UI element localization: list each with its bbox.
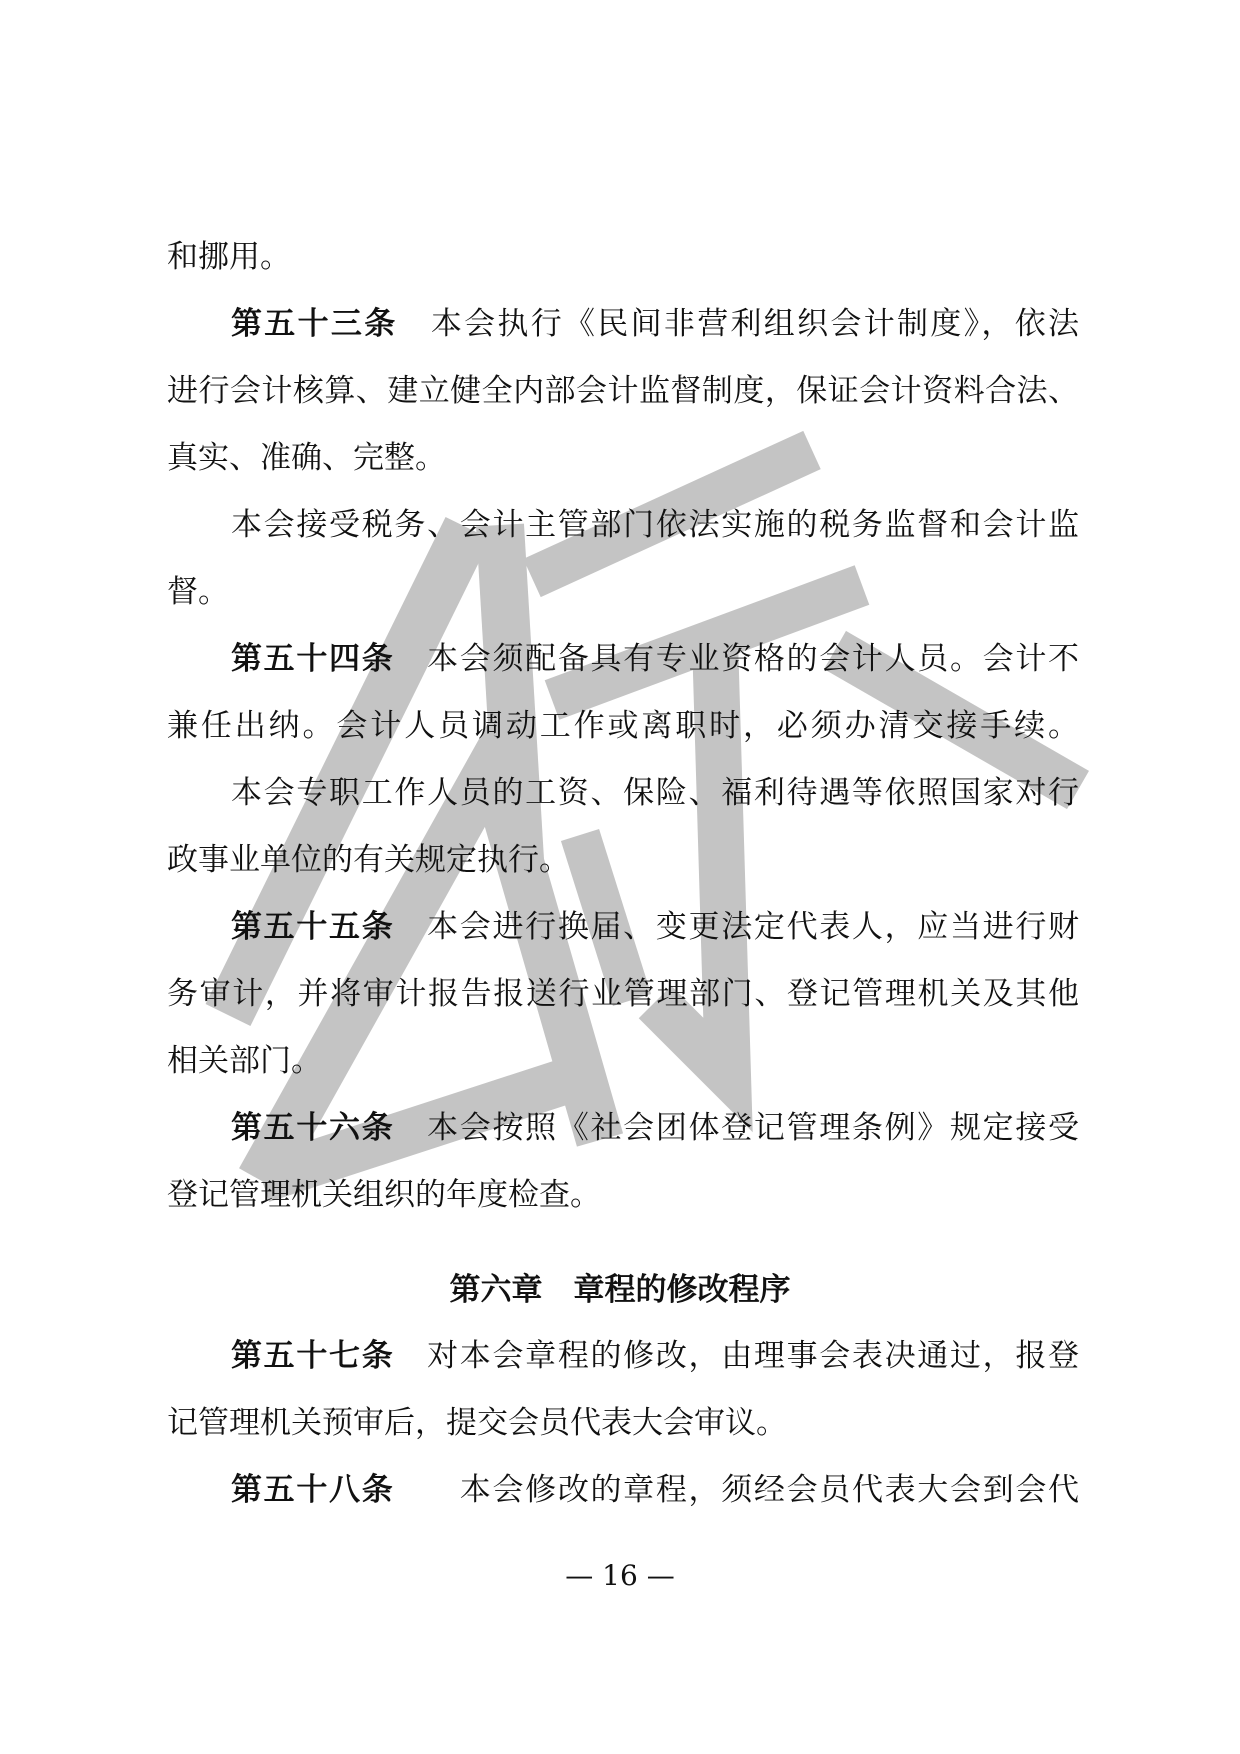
text-line: 督。 [167,574,229,610]
text-line: 登记管理机关组织的年度检查。 [167,1177,601,1213]
article-number: 第五十八条 [231,1472,395,1508]
chapter-heading: 第六章 章程的修改程序 [449,1272,791,1308]
page-number: — 16 — [565,1559,675,1592]
text-line: 务审计，并将审计报告报送行业管理部门、登记管理机关及其他 [167,976,1079,1012]
article-56-line: 第五十六条 本会按照《社会团体登记管理条例》规定接受 [231,1110,1080,1146]
text-line: 兼任出纳。会计人员调动工作或离职时，必须办清交接手续。 [167,708,1079,744]
article-58-line: 第五十八条 本会修改的章程，须经会员代表大会到会代 [231,1472,1080,1508]
article-number: 第五十七条 [231,1338,395,1374]
text-line: 本会专职工作人员的工资、保险、福利待遇等依照国家对行 [231,775,1079,811]
article-57-line: 第五十七条 对本会章程的修改，由理事会表决通过，报登 [231,1338,1080,1374]
text-line: 记管理机关预审后，提交会员代表大会审议。 [167,1405,787,1441]
text-line: 真实、准确、完整。 [167,440,446,476]
article-54-line: 第五十四条 本会须配备具有专业资格的会计人员。会计不 [231,641,1080,677]
text-line: 进行会计核算、建立健全内部会计监督制度，保证会计资料合法、 [167,373,1079,409]
article-55-line: 第五十五条 本会进行换届、变更法定代表人，应当进行财 [231,909,1080,945]
text-line: 相关部门。 [167,1043,322,1079]
article-number: 第五十六条 [231,1110,395,1146]
text-line: 和挪用。 [167,239,291,275]
article-number: 第五十四条 [231,641,395,677]
article-53-line: 第五十三条 本会执行《民间非营利组织会计制度》，依法 [231,306,1080,342]
article-number: 第五十三条 [231,306,398,342]
text-line: 本会接受税务、会计主管部门依法实施的税务监督和会计监 [231,507,1079,543]
article-number: 第五十五条 [231,909,395,945]
text-line: 政事业单位的有关规定执行。 [167,842,570,878]
